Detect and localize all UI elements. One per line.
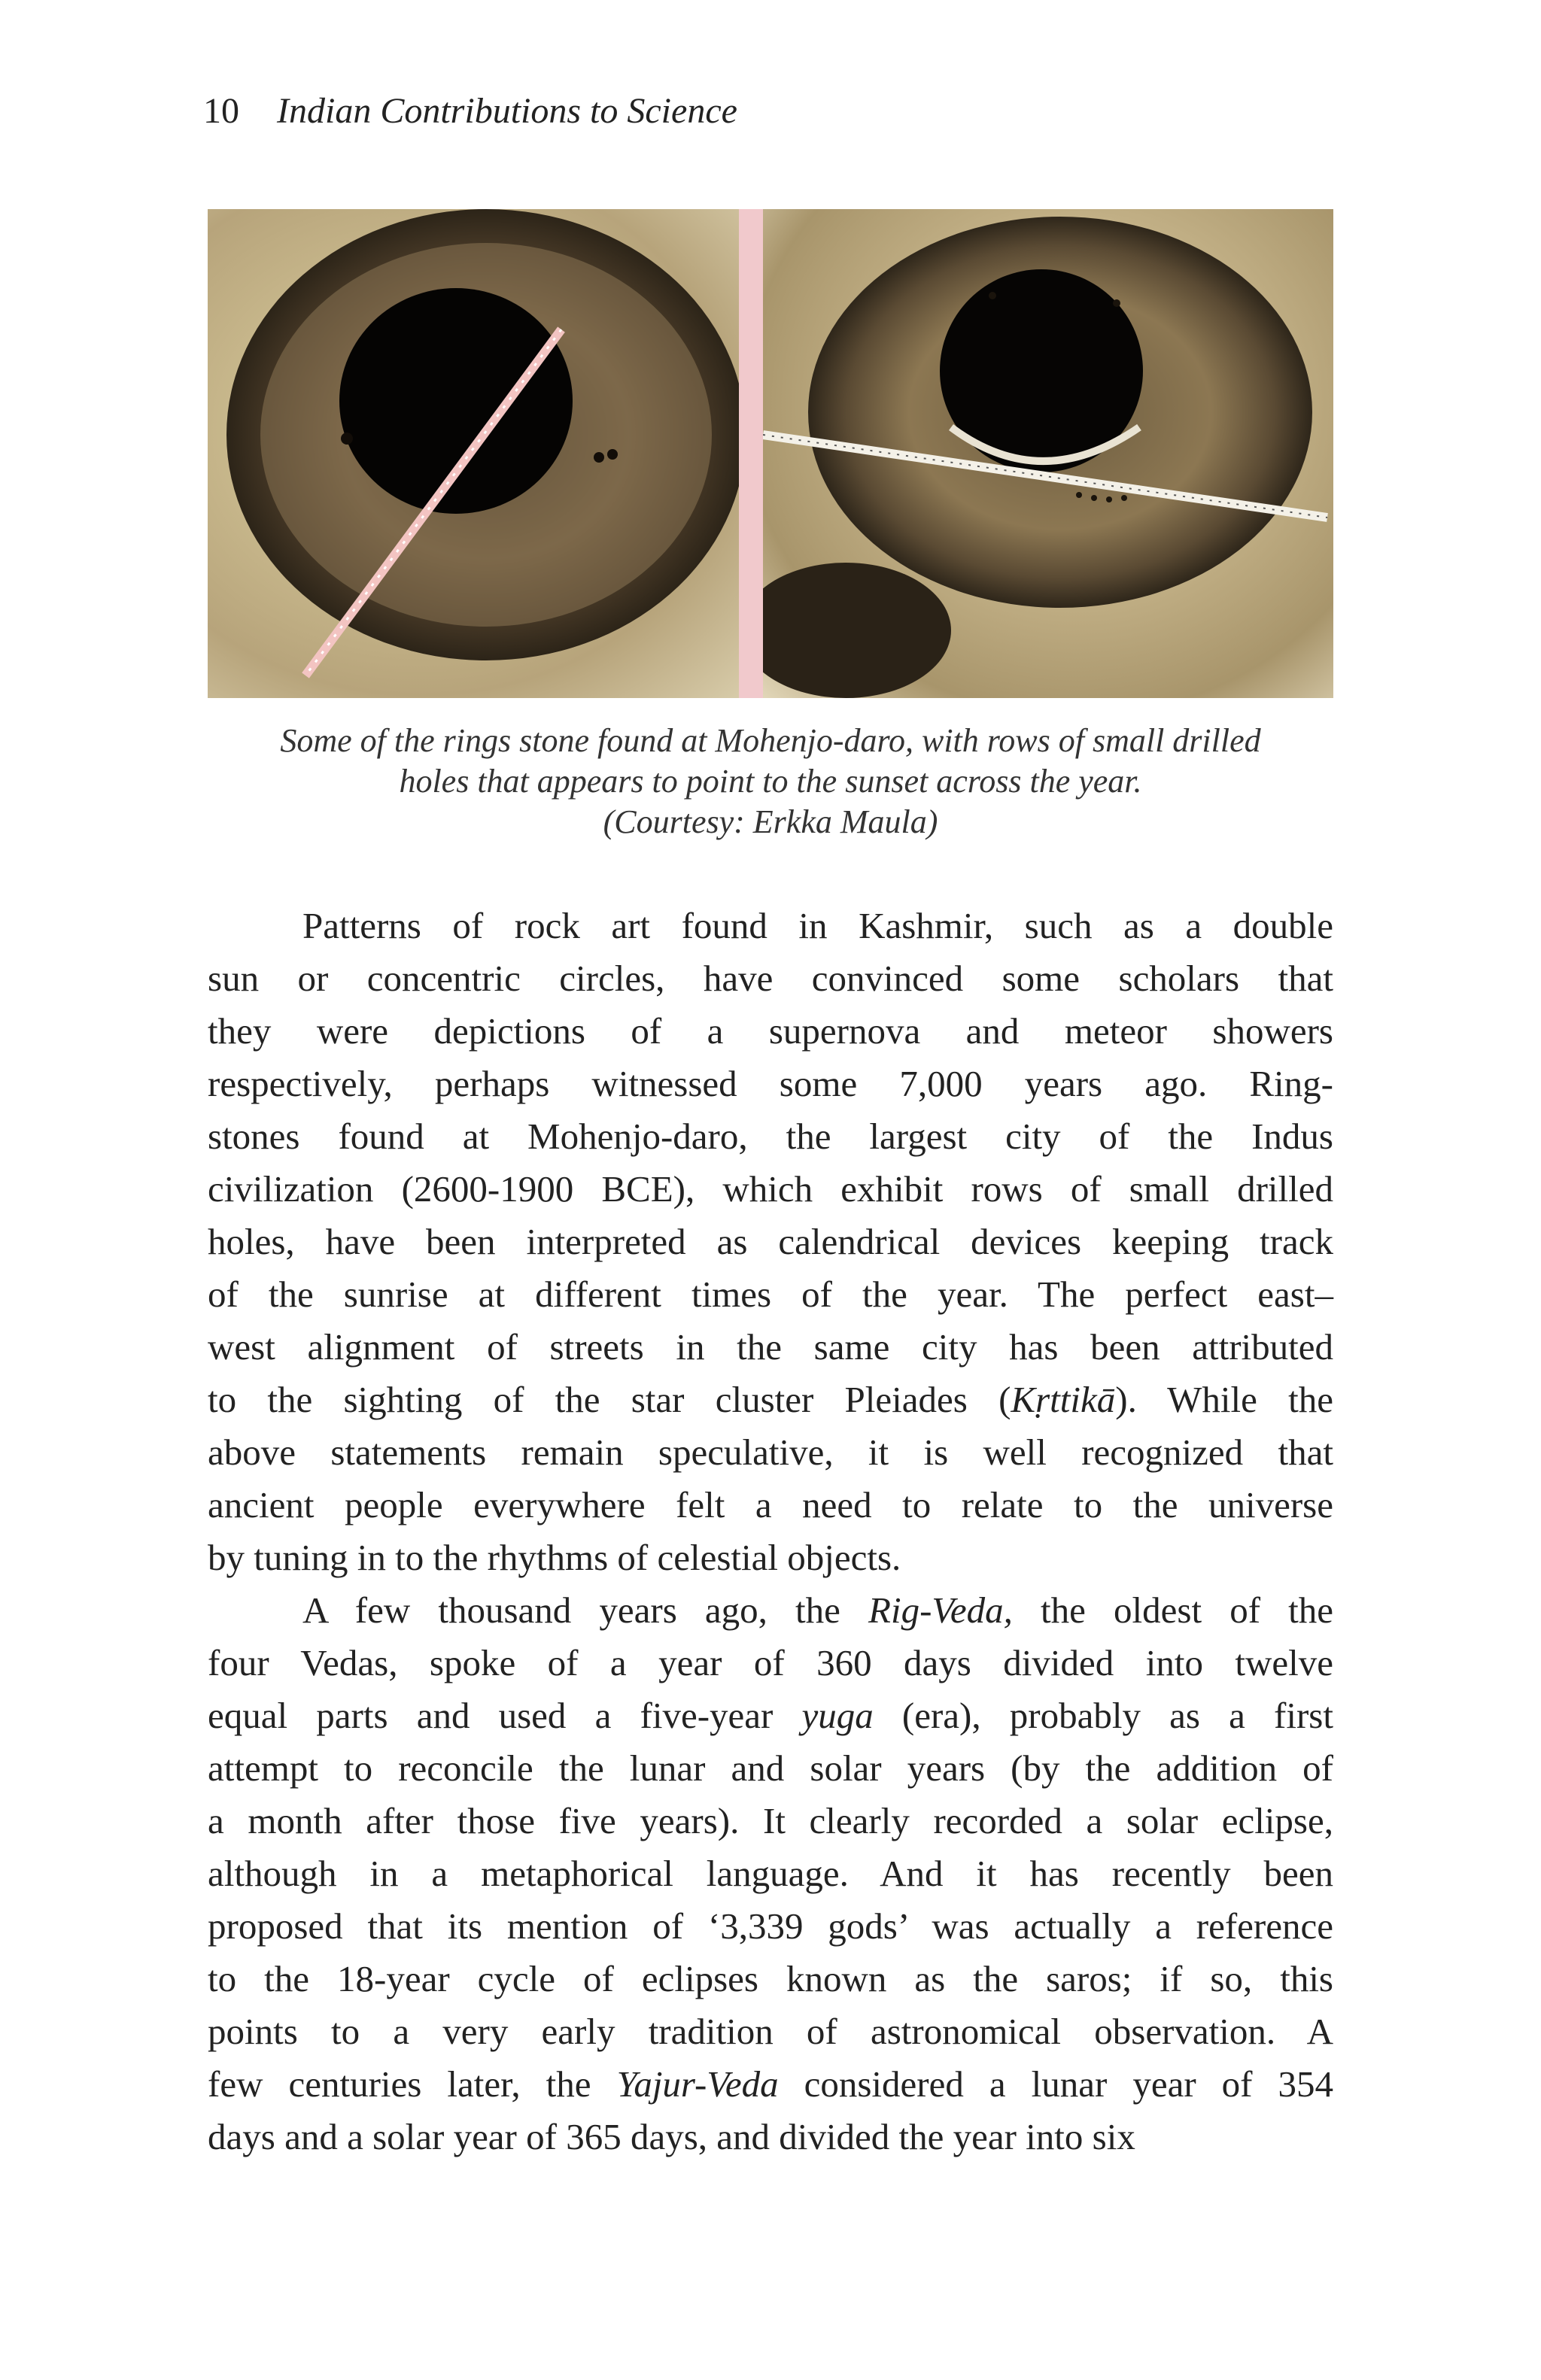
ring-stone-left-drawing [208,209,739,698]
text-line [208,1847,1333,1900]
text-line [208,1426,1333,1479]
italic-term: Kṛttikā [1011,1379,1116,1420]
text-line [208,1742,1333,1795]
text-line [208,1110,1333,1163]
text-segment: A few thousand years ago, the [302,1589,869,1631]
text-segment: attempt to reconcile the lunar and solar years (by the addition of [208,1747,1333,1789]
text-segment: Patterns of rock art found in Kashmir, such as a double [302,905,1333,946]
text-line [208,1216,1333,1268]
text-line [208,900,1333,952]
text-segment: sun or concentric circles, have convinced some scholars that [208,958,1333,999]
text-segment: equal parts and used a five-year [208,1695,802,1736]
ring-stone-photo-right [763,209,1333,698]
text-line [208,1374,1333,1426]
text-segment: above statements remain speculative, it is well recognized that [208,1431,1333,1473]
text-segment: respectively, perhaps witnessed some 7,000 years ago. Ring- [208,1063,1333,1104]
text-line [208,1795,1333,1847]
body-text [208,900,1333,2163]
text-segment: ). While the [1115,1379,1333,1420]
text-line [208,2111,1333,2163]
figure-divider [739,209,763,698]
text-segment: (era), probably as a first [873,1695,1333,1736]
text-segment: holes, have been interpreted as calendrical devices keeping track [208,1221,1333,1262]
running-title: Indian Contributions to Science [277,91,737,131]
text-line [208,1532,1333,1584]
text-segment: although in a metaphorical language. And it has recently been [208,1853,1333,1894]
figure-caption [203,721,1338,842]
text-line [208,1584,1333,1637]
text-segment: proposed that its mention of ‘3,339 gods’ was actually a reference [208,1905,1333,1947]
text-line [208,1321,1333,1374]
ring-stone-photo-left [208,209,739,698]
text-segment: civilization (2600-1900 BCE), which exhibit rows of small drilled [208,1168,1333,1210]
figure-ring-stones [208,209,1333,698]
page-header [203,89,737,134]
text-line [208,1005,1333,1058]
text-line [208,2005,1333,2058]
paragraph [208,900,1333,1584]
paragraph [208,1584,1333,2163]
text-segment: to the sighting of the star cluster Pleiades ( [208,1379,1011,1420]
caption-line: holes that appears to point to the sunset across the year. [399,763,1142,800]
text-segment: considered a lunar year of 354 [778,2063,1333,2105]
text-line [208,1689,1333,1742]
page-number: 10 [203,91,239,131]
text-segment: a month after those five years). It clearly recorded a solar eclipse, [208,1800,1333,1841]
text-line [208,1268,1333,1321]
text-line [208,1637,1333,1689]
text-segment: by tuning in to the rhythms of celestial objects. [208,1537,901,1578]
caption-line: Some of the rings stone found at Mohenjo-daro, with rows of small drilled [280,722,1261,759]
caption-line: (Courtesy: Erkka Maula) [603,803,938,840]
text-segment: of the sunrise at different times of the year. The perfect east– [208,1273,1333,1315]
italic-term: Rig-Veda, [868,1589,1013,1631]
text-segment: four Vedas, spoke of a year of 360 days divided into twelve [208,1642,1333,1683]
text-line [208,1058,1333,1110]
text-segment: few centuries later, the [208,2063,617,2105]
italic-term: Yajur-Veda [616,2063,779,2105]
text-line [208,1900,1333,1953]
text-segment: west alignment of streets in the same city has been attributed [208,1326,1333,1368]
text-segment: they were depictions of a supernova and meteor showers [208,1010,1333,1052]
text-segment: ancient people everywhere felt a need to relate to the universe [208,1484,1333,1525]
text-line [208,1479,1333,1532]
ring-stone-right-drawing [763,209,1333,698]
text-segment: the oldest of the [1012,1589,1333,1631]
text-line [208,1953,1333,2005]
italic-term: yuga [801,1695,874,1736]
text-line [208,1163,1333,1216]
text-line [208,2058,1333,2111]
text-segment: days and a solar year of 365 days, and divided the year into six [208,2116,1135,2157]
text-segment: to the 18-year cycle of eclipses known as the saros; if so, this [208,1958,1333,1999]
text-segment: points to a very early tradition of astronomical observation. A [208,2011,1333,2052]
text-line [208,952,1333,1005]
text-segment: stones found at Mohenjo-daro, the largest city of the Indus [208,1116,1333,1157]
